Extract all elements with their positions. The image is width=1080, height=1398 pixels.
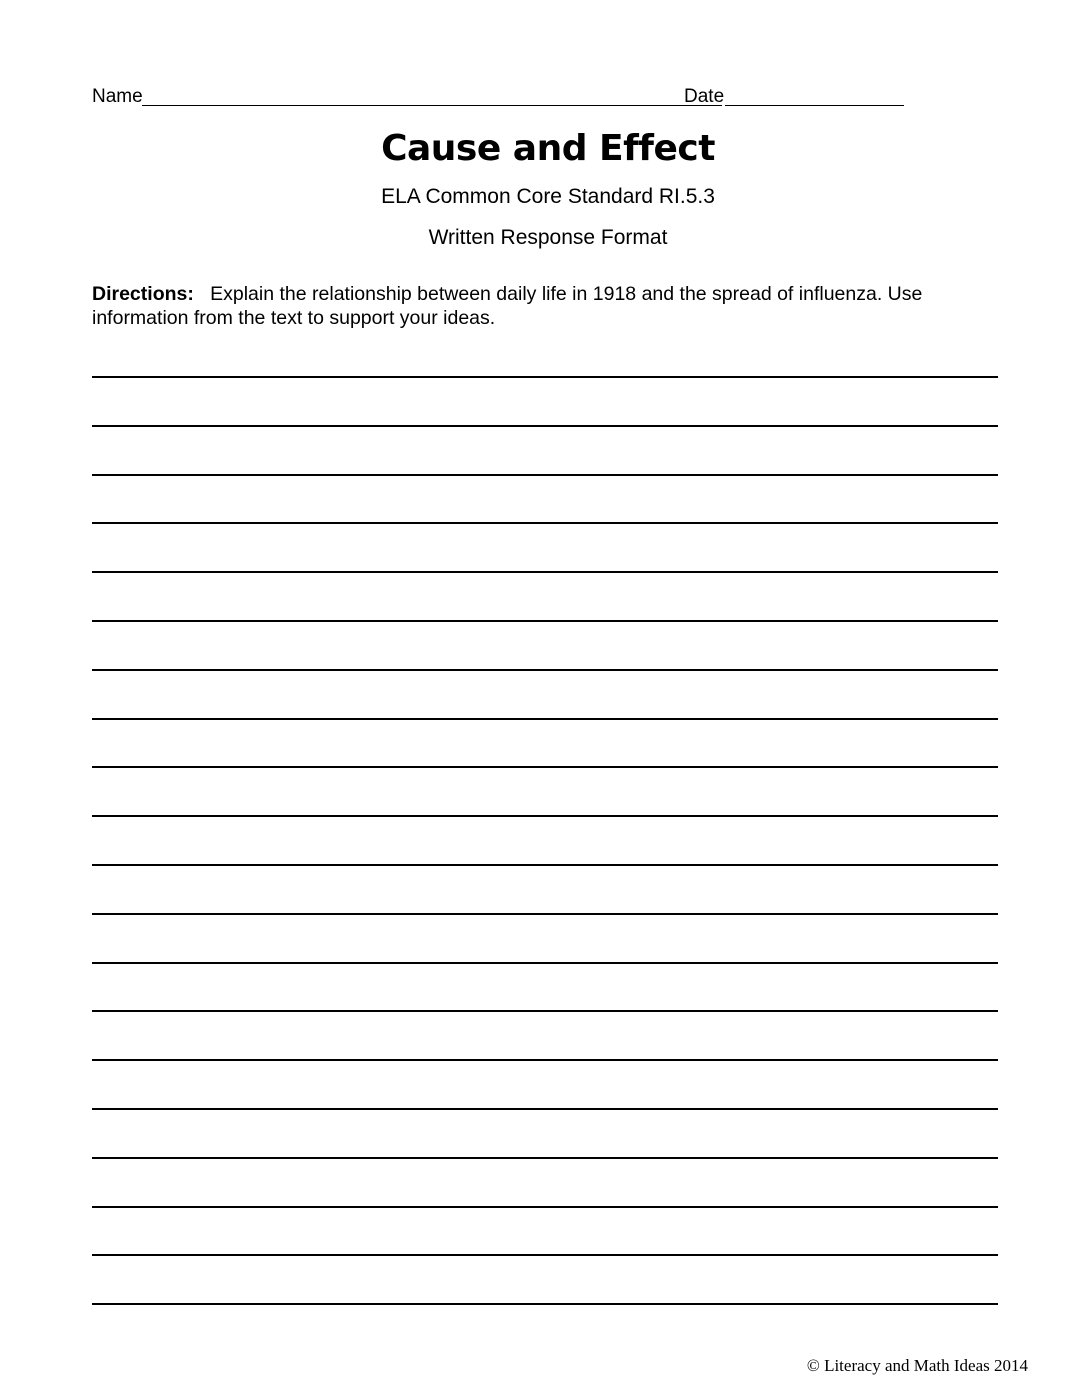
response-line[interactable] (92, 962, 998, 964)
name-label: Name (92, 86, 143, 107)
name-field-line[interactable] (142, 105, 722, 106)
response-line[interactable] (92, 718, 998, 720)
directions-text: Explain the relationship between daily life in 1918 and the spread of influenza. Use information from the text to support your ideas. (92, 283, 923, 329)
format-subtitle: Written Response Format (428, 226, 668, 249)
response-line[interactable] (92, 766, 998, 768)
directions-text-spacer (199, 283, 210, 305)
response-line[interactable] (92, 376, 998, 378)
response-line[interactable] (92, 1303, 998, 1305)
copyright-notice: © Literacy and Math Ideas 2014 (806, 1356, 1028, 1375)
response-line[interactable] (92, 571, 998, 573)
response-line[interactable] (92, 1108, 998, 1110)
response-line[interactable] (92, 1010, 998, 1012)
directions-label: Directions: (92, 283, 194, 305)
response-line[interactable] (92, 474, 998, 476)
response-line[interactable] (92, 425, 998, 427)
date-field-line[interactable] (725, 105, 904, 106)
response-line[interactable] (92, 913, 998, 915)
response-line[interactable] (92, 1206, 998, 1208)
response-line[interactable] (92, 669, 998, 671)
response-line[interactable] (92, 1254, 998, 1256)
response-line[interactable] (92, 1157, 998, 1159)
response-line[interactable] (92, 815, 998, 817)
directions (92, 282, 1002, 330)
response-line[interactable] (92, 1059, 998, 1061)
response-line[interactable] (92, 864, 998, 866)
response-line[interactable] (92, 522, 998, 524)
worksheet-title: Cause and Effect (381, 128, 715, 169)
header-row (92, 84, 912, 110)
standard-subtitle: ELA Common Core Standard RI.5.3 (381, 185, 715, 208)
date-label: Date (684, 86, 725, 107)
response-line[interactable] (92, 620, 998, 622)
